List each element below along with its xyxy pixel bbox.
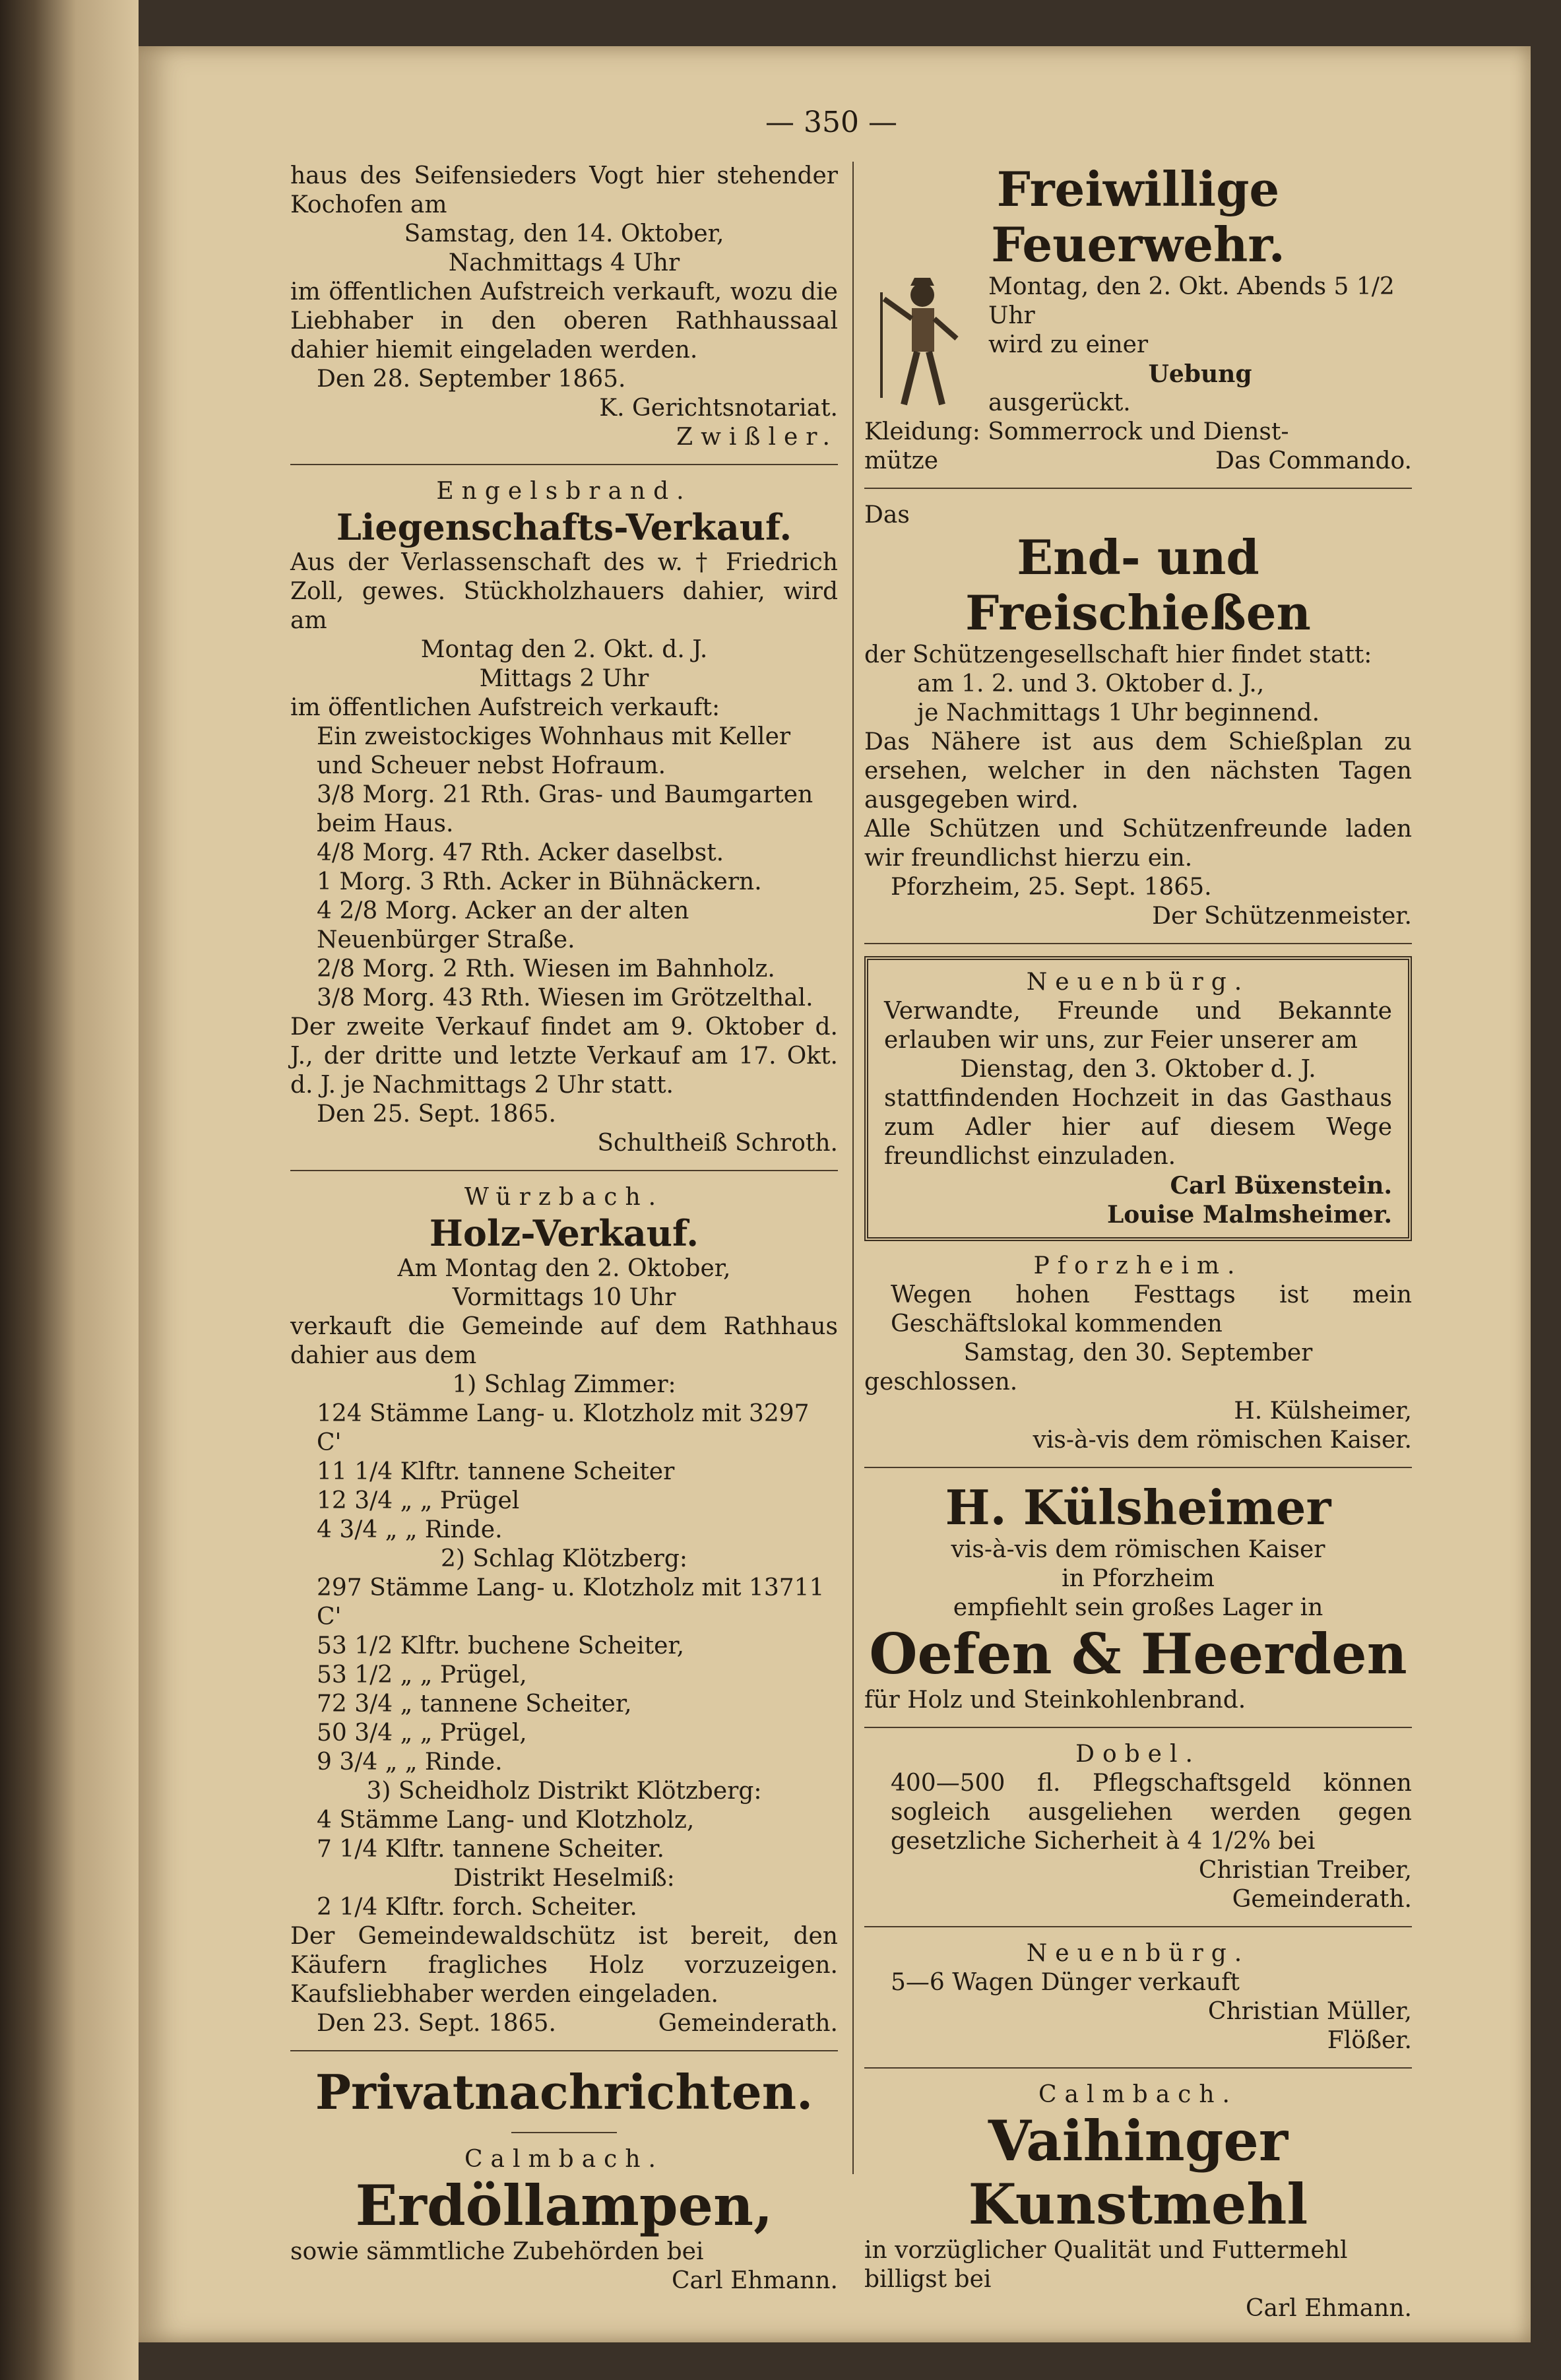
manure-notice [864, 1939, 1412, 2055]
wuerzbach-dated: Den 23. Sept. 1865. [317, 2010, 556, 2037]
dobel-signature-2: Gemeinderath. [1232, 1886, 1412, 1913]
lamps-title: Erdöllampen, [355, 2173, 773, 2238]
list-item: 3/8 Morg. 43 Rth. Wiesen im Grötzelthal. [317, 984, 813, 1012]
engelsbrand-signature: Schultheiß Schroth. [597, 1130, 838, 1157]
wuerzbach-body: verkauft die Gemeinde auf dem Rathhaus dahier aus dem [290, 1313, 838, 1369]
wuerzbach-time: Vormittags 10 Uhr [452, 1284, 676, 1311]
fire-line-2: wird zu einer [988, 331, 1149, 358]
wuerzbach-note: Der Gemeindewaldschütz ist bereit, den Käufern fragliches Holz vorzuzeigen. Kaufsliebhaber werden eingeladen. [290, 1923, 838, 2008]
list-item: Ein zweistockiges Wohnhaus mit Keller und Scheuer nebst Hofraum. [317, 723, 791, 779]
shooting-line-2: am 1. 2. und 3. Oktober d. J., [917, 670, 1265, 697]
section-rule [290, 464, 838, 465]
wuerzbach-lot-4: Distrikt Heselmiß: [453, 1865, 675, 1892]
manure-signature-1: Christian Müller, [1207, 1998, 1412, 2025]
list-item: 12 3/4 „ „ Prügel [317, 1487, 520, 1514]
fireman-illustration-icon [864, 273, 976, 411]
list-item: 1 Morg. 3 Rth. Acker in Bühnäckern. [317, 868, 762, 895]
auction-body: im öffentlichen Aufstreich verkauft, wozu die Liebhaber in den oberen Rathhaussaal dahier hiemit eingeladen werden. [290, 278, 838, 364]
left-column [290, 162, 838, 2296]
shooting-line-1: der Schützengesellschaft hier findet statt: [864, 641, 1372, 668]
list-item: 4 2/8 Morg. Acker an der alten Neuenbürger Straße. [317, 897, 689, 953]
shooting-signature: Der Schützenmeister. [1152, 903, 1412, 930]
list-item: 2 1/4 Klftr. forch. Scheiter. [317, 1894, 637, 1921]
ovens-headline: Oefen & Heerden [869, 1621, 1407, 1687]
list-item: 4/8 Morg. 47 Rth. Acker daselbst. [317, 839, 724, 866]
section-rule [290, 2050, 838, 2051]
fire-brigade-notice [864, 162, 1412, 476]
shooting-body: Das Nähere ist aus dem Schießplan zu ersehen, welcher in den nächsten Tagen ausgegeben wird. [864, 728, 1412, 814]
wedding-date: Dienstag, den 3. Oktober d. J. [960, 1056, 1316, 1083]
shooting-title: End- und Freischießen [965, 529, 1311, 641]
dobel-signature-1: Christian Treiber, [1198, 1857, 1412, 1884]
list-item: 2/8 Morg. 2 Rth. Wiesen im Bahnholz. [317, 955, 775, 982]
ovens-line-3: empfiehlt sein großes Lager in [953, 1594, 1323, 1621]
lamps-signature: Carl Ehmann. [671, 2267, 838, 2294]
wuerzbach-notice [290, 1183, 838, 2038]
auction-time: Nachmittags 4 Uhr [448, 249, 680, 276]
list-item: 7 1/4 Klftr. tannene Scheiter. [317, 1836, 664, 1863]
fire-line-5: mütze [864, 447, 939, 474]
section-rule [864, 1727, 1412, 1728]
shooting-dated: Pforzheim, 25. Sept. 1865. [891, 874, 1212, 901]
fire-line-3: ausgerückt. [988, 389, 1131, 416]
wedding-groom: Carl Büxenstein. [1170, 1172, 1392, 1200]
section-rule [864, 2067, 1412, 2069]
shooting-invite: Alle Schützen und Schützenfreunde laden wir freundlichst hierzu ein. [864, 816, 1412, 872]
page-number: — 350 — [765, 106, 897, 139]
wuerzbach-lot-3: 3) Scheidholz Distrikt Klötzberg: [366, 1778, 762, 1805]
auction-intro: haus des Seifensieders Vogt hier stehender Kochofen am [290, 162, 838, 218]
flour-line-1: in vorzüglicher Qualität und Futtermehl [864, 2237, 1348, 2264]
auction-notice [290, 162, 838, 452]
wedding-bride: Louise Malmsheimer. [1106, 1201, 1392, 1229]
shooting-das: Das [864, 501, 910, 529]
shooting-notice [864, 501, 1412, 931]
closed-body: Wegen hohen Festtags ist mein Geschäftslokal kommenden [891, 1281, 1412, 1337]
section-rule [864, 943, 1412, 944]
list-item: 9 3/4 „ „ Rinde. [317, 1749, 503, 1776]
ovens-line-4: für Holz und Steinkohlenbrand. [864, 1687, 1246, 1714]
engelsbrand-notice [290, 477, 838, 1158]
fire-line-4: Kleidung: Sommerrock und Dienst- [864, 418, 1289, 445]
wuerzbach-date: Am Montag den 2. Oktober, [397, 1255, 731, 1282]
engelsbrand-note: Der zweite Verkauf findet am 9. Oktober d. J., der dritte und letzte Verkauf am 17. Okt. d. J. je Nachmittags 2 Uhr statt. [290, 1013, 838, 1099]
right-column [864, 162, 1412, 2323]
lamps-body: sowie sämmtliche Zubehörden bei [290, 2238, 704, 2265]
section-rule [864, 1467, 1412, 1468]
fire-title: Freiwillige Feuerwehr. [991, 161, 1285, 273]
flour-line-2: billigst bei [864, 2266, 992, 2293]
engelsbrand-date: Montag den 2. Okt. d. J. [420, 636, 708, 663]
section-rule [290, 1170, 838, 1171]
wuerzbach-title: Holz-Verkauf. [429, 1212, 699, 1254]
wuerzbach-place: Würzbach. [464, 1184, 664, 1211]
closed-notice [864, 1252, 1412, 1455]
auction-dated: Den 28. September 1865. [317, 366, 626, 393]
private-heading: Privatnachrichten. [315, 2064, 813, 2120]
private-notices [290, 2065, 838, 2296]
closed-signature: H. Külsheimer, [1234, 1398, 1412, 1425]
wedding-body-1: Verwandte, Freunde und Bekannte erlauben wir uns, zur Feier unserer am [884, 998, 1392, 1054]
section-rule [864, 488, 1412, 489]
section-rule [864, 1926, 1412, 1927]
engelsbrand-body: im öffentlichen Aufstreich verkauft: [290, 694, 720, 721]
flour-place: Calmbach. [1038, 2081, 1238, 2108]
fire-signature: Das Commando. [1215, 447, 1412, 474]
closed-end: geschlossen. [864, 1368, 1018, 1396]
wuerzbach-lot-2: 2) Schlag Klötzberg: [440, 1545, 688, 1572]
list-item: 11 1/4 Klftr. tannene Scheiter [317, 1458, 675, 1485]
ovens-ad [864, 1480, 1412, 1715]
ovens-line-1: vis-à-vis dem römischen Kaiser [951, 1536, 1325, 1563]
auction-signature: Zwißler. [676, 424, 838, 451]
manure-body: 5—6 Wagen Dünger verkauft [891, 1969, 1240, 1996]
ovens-line-2: in Pforzheim [1062, 1565, 1215, 1592]
book-binding [0, 0, 139, 2380]
manure-place: Neuenbürg. [1026, 1940, 1250, 1967]
lamps-place: Calmbach. [464, 2146, 664, 2173]
fire-footer [864, 447, 1412, 476]
dobel-body: 400—500 fl. Pflegschaftsgeld können sogleich ausgeliehen werden gegen gesetzliche Sicherheit à 4 1/2% bei [891, 1770, 1412, 1855]
shooting-line-3: je Nachmittags 1 Uhr beginnend. [917, 699, 1320, 726]
list-item: 53 1/2 „ „ Prügel, [317, 1661, 527, 1689]
wuerzbach-footer [290, 2009, 838, 2038]
wuerzbach-lot-1: 1) Schlag Zimmer: [452, 1371, 676, 1398]
wedding-notice [864, 956, 1412, 1241]
auction-office: K. Gerichtsnotariat. [599, 395, 838, 422]
list-item: 50 3/4 „ „ Prügel, [317, 1720, 527, 1747]
wuerzbach-signature: Gemeinderath. [658, 2010, 838, 2037]
short-rule [511, 2132, 617, 2133]
engelsbrand-title: Liegenschafts-Verkauf. [336, 506, 792, 548]
engelsbrand-intro: Aus der Verlassenschaft des w. † Friedrich Zoll, gewes. Stückholzhauers dahier, wird am [290, 549, 838, 634]
list-item: 4 3/4 „ „ Rinde. [317, 1516, 503, 1543]
fire-event: Uebung [1148, 360, 1252, 388]
list-item: 4 Stämme Lang- und Klotzholz, [317, 1807, 695, 1834]
wedding-body-2: stattfindenden Hochzeit in das Gasthaus zum Adler hier auf diesem Wege freundlichst einzuladen. [884, 1085, 1392, 1170]
ovens-title: H. Külsheimer [945, 1479, 1331, 1535]
column-divider [852, 162, 854, 2174]
manure-signature-2: Flößer. [1327, 2027, 1412, 2054]
list-item: 124 Stämme Lang- u. Klotzholz mit 3297 C' [317, 1400, 810, 1456]
engelsbrand-time: Mittags 2 Uhr [479, 665, 649, 692]
flour-signature: Carl Ehmann. [1245, 2295, 1412, 2322]
list-item: 297 Stämme Lang- u. Klotzholz mit 13711 C' [317, 1574, 825, 1630]
engelsbrand-dated: Den 25. Sept. 1865. [317, 1101, 556, 1128]
closed-address: vis-à-vis dem römischen Kaiser. [1033, 1427, 1412, 1454]
auction-date: Samstag, den 14. Oktober, [404, 220, 724, 247]
wedding-place: Neuenbürg. [1026, 969, 1250, 996]
flour-ad [864, 2080, 1412, 2323]
dobel-place: Dobel. [1075, 1741, 1201, 1768]
fire-line-1: Montag, den 2. Okt. Abends 5 1/2 Uhr [988, 273, 1395, 329]
dobel-notice [864, 1740, 1412, 1914]
closed-place: Pforzheim. [1033, 1252, 1243, 1279]
closed-date: Samstag, den 30. September [963, 1339, 1313, 1367]
engelsbrand-place: Engelsbrand. [436, 478, 692, 505]
list-item: 53 1/2 Klftr. buchene Scheiter, [317, 1632, 685, 1659]
flour-title: Vaihinger Kunstmehl [968, 2108, 1308, 2237]
list-item: 72 3/4 „ tannene Scheiter, [317, 1690, 632, 1718]
list-item: 3/8 Morg. 21 Rth. Gras- und Baumgarten beim Haus. [317, 781, 813, 837]
